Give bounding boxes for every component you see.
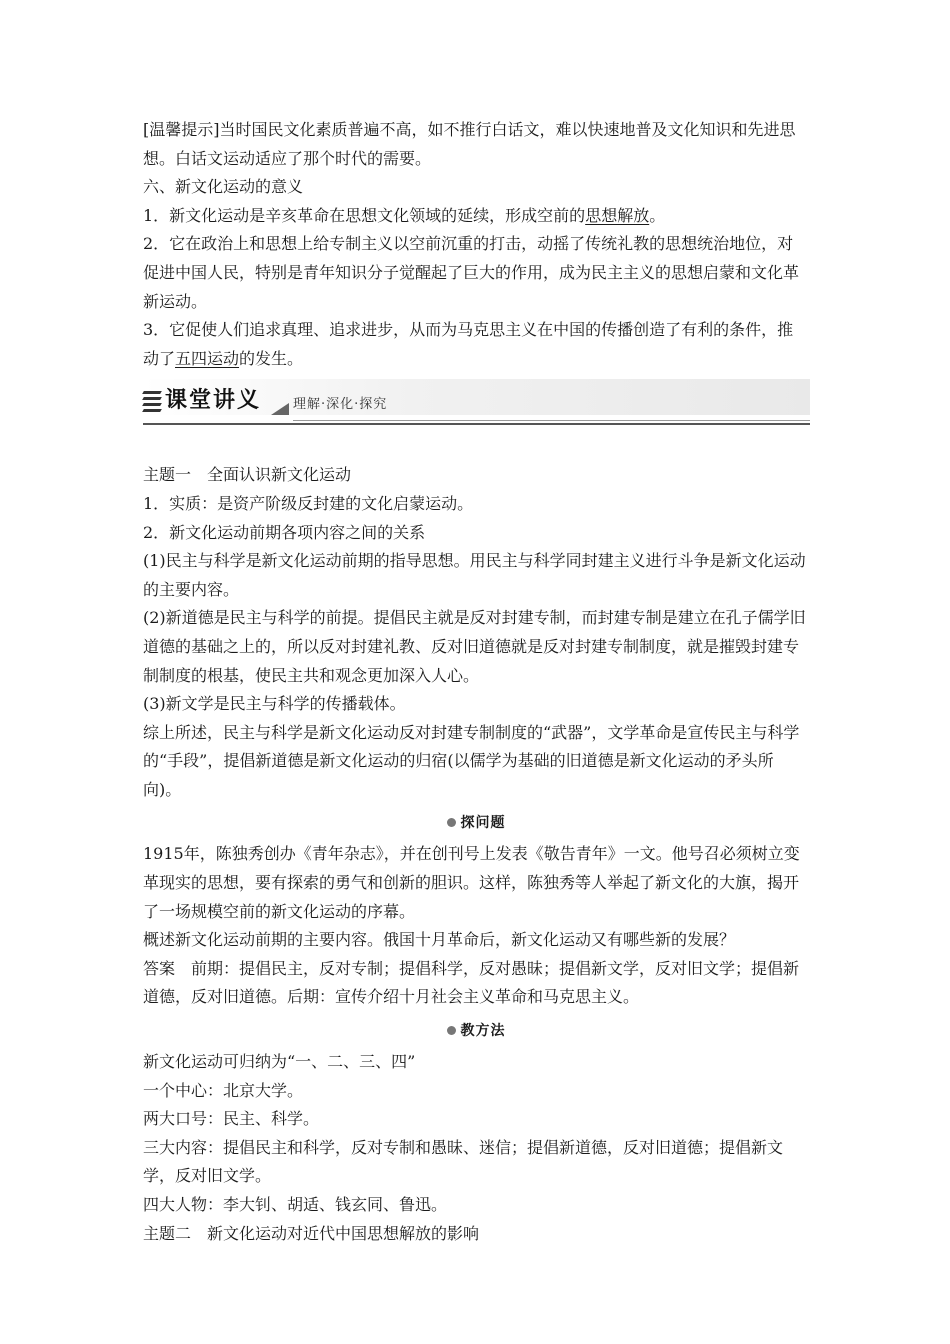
- explore-answer: 答案 前期：提倡民主，反对专制；提倡科学，反对愚昧；提倡新文学，反对旧文学；提倡新道德，反对旧道德。后期：宣传介绍十月社会主义革命和马克思主义。: [143, 958, 800, 1007]
- explore-heading: 探问题: [143, 808, 809, 838]
- theme-1-heading: 主题一 全面认识新文化运动: [143, 465, 352, 485]
- method-p2: 一个中心：北京大学。: [143, 1080, 304, 1100]
- tip-paragraph: [温馨提示]当时国民文化素质普遍不高，如不推行白话文，难以快速地普及文化知识和先进思想。白话文运动适应了那个时代的需要。: [143, 120, 796, 168]
- underlined-term: 思想解放: [585, 205, 650, 225]
- banner-slash-icon: [271, 393, 289, 415]
- underlined-term: 五四运动: [175, 348, 240, 368]
- section-heading-significance: 六、新文化运动的意义: [143, 177, 304, 197]
- method-p4: 三大内容：提倡民主和科学，反对专制和愚昧、迷信；提倡新道德，反对旧道德；提倡新文学，反对旧文学。: [143, 1137, 784, 1186]
- significance-item-1: 1．新文化运动是辛亥革命在思想文化领域的延续，形成空前的思想解放。: [143, 205, 666, 225]
- bullet-icon: [447, 818, 456, 827]
- method-p1: 新文化运动可归纳为“一、二、三、四”: [143, 1052, 416, 1072]
- theme-1-p1: 1．实质：是资产阶级反封建的文化启蒙运动。: [143, 493, 474, 513]
- method-p3: 两大口号：民主、科学。: [143, 1109, 320, 1129]
- banner-title: 课堂讲义: [165, 388, 262, 414]
- theme-1-p5: (3)新文学是民主与科学的传播载体。: [143, 694, 406, 714]
- section-banner: [143, 379, 809, 429]
- explore-question: 概述新文化运动前期的主要内容。俄国十月革命后，新文化运动又有哪些新的发展？: [143, 930, 736, 950]
- theme-1-p2: 2．新文化运动前期各项内容之间的关系: [143, 522, 426, 542]
- bullet-icon: [447, 1026, 456, 1035]
- page-content: [143, 116, 809, 1248]
- theme-1-p6: 综上所述，民主与科学是新文化运动反对封建专制制度的“武器”，文学革命是宣传民主与科学的“手段”，提倡新道德是新文化运动的归宿(以儒学为基础的旧道德是新文化运动的矛头所向)。: [143, 722, 800, 799]
- banner-divider: [143, 423, 810, 425]
- theme-1-p4: (2)新道德是民主与科学的前提。提倡民主就是反对封建专制，而封建专制是建立在孔子儒学旧道德的基础之上的，所以反对封建礼教、反对旧道德就是反对封建专制制度，就是摧毁封建专制制度的根基，使民主共和观念更加深入人心。: [143, 608, 806, 685]
- significance-item-2: 2．它在政治上和思想上给专制主义以空前沉重的打击，动摇了传统礼教的思想统治地位，对促进中国人民，特别是青年知识分子觉醒起了巨大的作用，成为民主主义的思想启蒙和文化革新运动。: [143, 234, 800, 311]
- banner-divider-thin: [293, 420, 810, 421]
- banner-subtitle: 理解·深化·探究: [293, 397, 388, 413]
- banner-stripes-icon: [143, 391, 161, 417]
- significance-item-3: 3．它促使人们追求真理、追求进步，从而为马克思主义在中国的传播创造了有利的条件，推动了五四运动的发生。: [143, 320, 794, 368]
- theme-2-heading: 主题二 新文化运动对近代中国思想解放的影响: [143, 1223, 480, 1243]
- theme-1-p3: (1)民主与科学是新文化运动前期的指导思想。用民主与科学同封建主义进行斗争是新文化运动的主要内容。: [143, 551, 806, 599]
- explore-p1: 1915年，陈独秀创办《青年杂志》，并在创刊号上发表《敬告青年》一文。他号召必须树立变革现实的思想，要有探索的勇气和创新的胆识。这样，陈独秀等人举起了新文化的大旗，揭开了一场规模空前的新文化运动的序幕。: [143, 844, 800, 921]
- method-p5: 四大人物：李大钊、胡适、钱玄同、鲁迅。: [143, 1195, 448, 1214]
- method-heading: 教方法: [143, 1016, 809, 1046]
